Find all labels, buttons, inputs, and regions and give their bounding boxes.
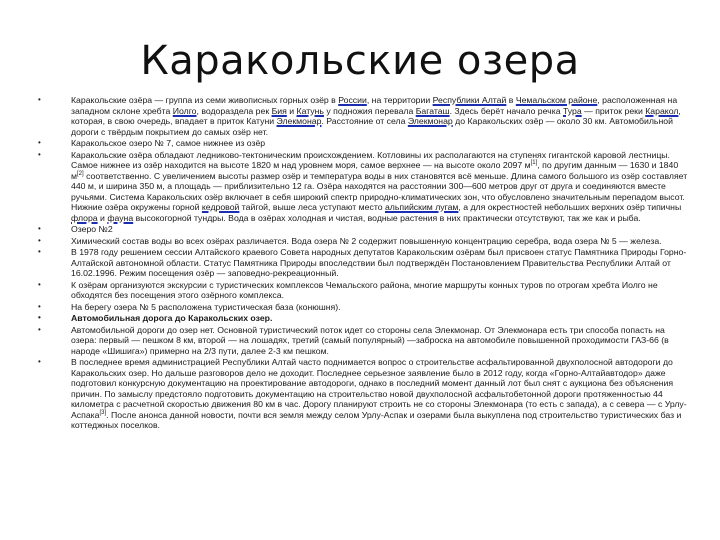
article-link[interactable]: флора	[71, 212, 98, 223]
bullet-text: , а для окрестностей небольших верхних озёр типичны	[458, 202, 682, 212]
bullet-item	[38, 224, 688, 235]
article-link[interactable]: Тура	[562, 105, 582, 116]
bullet-text: в	[506, 95, 516, 105]
article-link[interactable]: Чемальском районе	[515, 95, 598, 105]
footnote-ref[interactable]: [2]	[76, 170, 84, 177]
bullet-text: . Здесь берёт начало речка	[449, 105, 563, 116]
bullet-text: , на территории	[366, 95, 433, 105]
bullet-text: , по другим данным — 1630 и 1840 м	[71, 160, 679, 181]
bullet-list	[38, 95, 688, 432]
bullet-item	[38, 95, 688, 137]
bullet-text: В последнее время администрацией Республики Алтай часто поднимается вопрос о строительстве асфальтированной двухполосной автодороги до Каракольских озер. Но дальше разговоров дело не доходит. Последнее серьезное заявление было в 2012 году, когда «Горно-Алтайавтодор» даже подготовил конкурсную документацию на проектирование автодороги, однако в последний момент данный лот был снят с аукциона без объяснения причин. По замыслу предстояло подготовить документацию на строительство новой двухполосной асфальтобетонной дороги протяженностью 44 километра с расчетной скоростью движения 80 км в час. Дорогу планируют строить не со стороны Элекмонара (то есть с запада), а с севера — с Урлу-Аспака	[71, 357, 687, 420]
page-title: Каракольские озера	[140, 38, 580, 84]
bullet-text: тайгой, выше леса уступают место	[239, 202, 385, 212]
article-link[interactable]: Элекмонар	[407, 116, 453, 126]
bullet-text: , водораздела рек	[196, 105, 272, 116]
bullet-text: К озёрам организуются экскурсии с туристических комплексов Чемальского района, многие маршруты конных туров по отрогам хребта Иолго не обходятся без посещения этого озёрного комплекса.	[71, 279, 658, 300]
bullet-text: На берегу озера № 5 расположена туристическая база (конюшня).	[71, 301, 341, 312]
footnote-ref[interactable]: [1]	[530, 160, 538, 167]
bullet-text: — приток реки	[581, 105, 646, 116]
bullet-text: высокогорной тундры. Вода в озёрах холодная и чистая, водные растения в них практически отсутствуют, так же как и рыба.	[133, 212, 641, 223]
bullet-item	[38, 138, 688, 149]
article-link[interactable]: Республики Алтай	[432, 95, 507, 105]
bullet-item	[38, 357, 688, 431]
bullet-item	[38, 313, 688, 324]
bullet-text: , расположенная на западном склоне хребта	[71, 95, 678, 116]
article-link[interactable]: Бия	[271, 105, 287, 116]
bullet-text: Автомобильной дороги до озер нет. Основной туристический поток идет со стороны села Элекмонар. От Элекмонара есть три способа попасть на озера: первый — пешком 8 км, второй — на лошадях, третий (самый популярный) —заброска на автомобиле повышенной проходимости ГАЗ-66 (в народе «Шишига») примерно на 2/3 пути, далее 2-3 км пешком.	[71, 324, 669, 356]
bullet-text: . Расстояние от села	[321, 116, 408, 126]
footnote-ref[interactable]: [3]	[99, 409, 107, 416]
article-link[interactable]: Багаташ	[415, 105, 450, 116]
bullet-item	[38, 236, 688, 247]
bullet-text: Автомобильная дорога до Каракольских озер.	[71, 313, 273, 323]
article-link[interactable]: России	[338, 95, 367, 105]
bullet-item	[38, 150, 688, 224]
bullet-text: Каракольские озёра обладают ледниково-тектоническим происхождением. Котловины их располагаются на ступенях гигантской каровой лестницы. Самое нижнее из озёр находится на высоте 1820 м над уровнем моря, самое верхнее — на высоте около 2097 м	[71, 149, 670, 170]
bullet-text: и	[97, 212, 108, 223]
bullet-text: до Каракольских озёр — около 30 км. Автомобильной дороги с твёрдым покрытием до самых озёр нет.	[71, 116, 673, 137]
bullet-item	[38, 325, 688, 357]
bullet-item	[38, 247, 688, 279]
article-link[interactable]: Каракол	[645, 105, 679, 116]
bullet-text: . После анонса данной новости, почти вся земля между селом Урлу-Аспак и озерами была выкуплена под строительство туристических баз и коттеджных поселков.	[71, 409, 682, 430]
bullet-text: и	[286, 105, 297, 116]
bullet-text: В 1978 году решением сессии Алтайского краевого Совета народных депутатов Каракольским озёрам был присвоен статус Памятника Природы Горно-Алтайской автономной области. Статус Памятника Природы впоследствии был подтверждён Постановлением Правительства Республики Алтай от 16.02.1996. Режим посещения озёр — заповедно-рекреационный.	[71, 247, 687, 278]
article-link[interactable]: Катунь	[296, 105, 324, 116]
article-link[interactable]: кедровой	[201, 202, 240, 212]
bullet-text: Химический состав воды во всех озёрах различается. Вода озера № 2 содержит повышенную концентрацию серебра, вода озера № 5 — железа.	[71, 235, 662, 246]
bullet-text: Каракольские озёра — группа из семи живописных горных озёр в	[71, 95, 339, 105]
bullet-text: , которая, в свою очередь, впадает в приток Катуни	[71, 105, 681, 126]
bullet-text: Каракольское озеро № 7, самое нижнее из озёр	[71, 138, 266, 148]
article-link[interactable]: фауна	[107, 212, 134, 223]
bullet-item	[38, 302, 688, 313]
bullet-text: соответственно. С увеличением высоты размер озёр и температура воды в них становятся всё меньше. Длина самого большого из озёр составляет 440 м, и ширина 350 м, а площадь — приблизительно 12 га. Озёра находятся на расстоянии 300—600 метров друг от друга и соединяются вместе ручьями. Система Каракольских озёр включает в себя широкий спектр природно-климатических зон, что обусловлено значительным перепадом высот. Нижние озёра окружены горной	[71, 170, 688, 212]
article-link[interactable]: альпийским лугам	[384, 202, 459, 212]
article-link[interactable]: Элекмонар	[276, 116, 322, 126]
bullet-text: Озеро №2	[71, 224, 113, 234]
bullet-item	[38, 280, 688, 301]
bullet-text: у подножия перевала	[323, 105, 416, 116]
article-link[interactable]: Иолго	[172, 105, 197, 116]
